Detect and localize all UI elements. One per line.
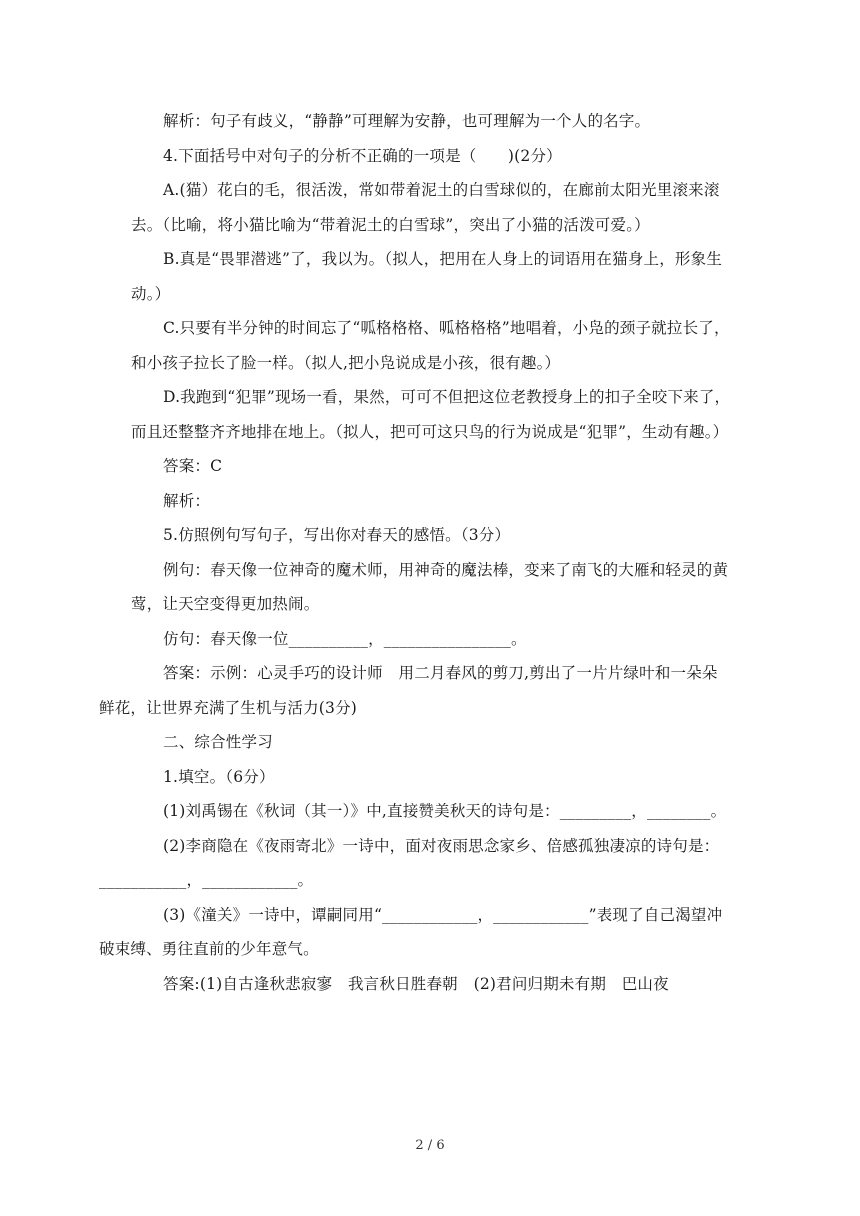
question-5-stem: 5.仿照例句写句子，写出你对春天的感悟。（3分） — [163, 526, 511, 544]
question-4-answer: 答案：C — [163, 457, 223, 475]
fill-blank-stem: 1.填空。（6分） — [163, 767, 275, 786]
question-4-option-c: C.只要有半分钟的时间忘了“呱格格格、呱格格格”地唱着，小凫的颈子就拉长了，和小孩子拉长了脸一样。（拟人,把小凫说成是小孩，很有趣。） — [131, 319, 730, 372]
question-4-stem: 4.下面括号中对句子的分析不正确的一项是（ )(2分） — [163, 146, 562, 165]
fill-blank-item-3: (3)《潼关》一诗中，谭嗣同用“____________，____________”表现了自己渴望冲破束缚、勇往直前的少年意气。 — [99, 905, 723, 958]
question-5-imitation: 仿句：春天像一位__________，________________。 — [163, 629, 527, 648]
page-number: 2 / 6 — [415, 1138, 445, 1153]
question-4-option-b: B.真是“畏罪潜逃”了，我以为。（拟人，把用在人身上的词语用在猫身上，形象生动。） — [131, 250, 723, 303]
question-5-example: 例句：春天像一位神奇的魔术师，用神奇的魔法棒，变来了南飞的大雁和轻灵的黄莺，让天空变得更加热闹。 — [131, 560, 729, 613]
question-4-option-d: D.我跑到“犯罪”现场一看，果然，可可不但把这位老教授身上的扣子全咬下来了，而且还整整齐齐地排在地上。（拟人，把可可这只鸟的行为说成是“犯罪”，生动有趣。） — [131, 388, 731, 441]
fill-blank-item-2: (2)李商隐在《夜雨寄北》一诗中，面对夜雨思念家乡、倍感孤独凄凉的诗句是：___________，____________。 — [99, 836, 720, 889]
question-4-analysis: 解析： — [163, 491, 211, 510]
section-2-heading: 二、综合性学习 — [163, 733, 273, 751]
analysis-line-q3: 解析：句子有歧义，“静静”可理解为安静，也可理解为一个人的名字。 — [163, 112, 651, 130]
fill-blank-item-1: (1)刘禹锡在《秋词（其一）》中,直接赞美秋天的诗句是：_________，________。 — [163, 802, 727, 820]
document-body — [99, 104, 731, 1001]
fill-blank-answer: 答案:(1)自古逢秋悲寂寥 我言秋日胜春朝 (2)君问归期未有期 巴山夜 — [163, 974, 669, 993]
question-5-answer: 答案：示例：心灵手巧的设计师 用二月春风的剪刀,剪出了一片片绿叶和一朵朵鲜花，让世界充满了生机与活力(3分) — [99, 664, 718, 717]
question-4-option-a: A.(猫）花白的毛，很活泼，常如带着泥土的白雪球似的，在廊前太阳光里滚来滚去。（比喻，将小猫比喻为“带着泥土的白雪球”，突出了小猫的活泼可爱。） — [131, 181, 720, 234]
